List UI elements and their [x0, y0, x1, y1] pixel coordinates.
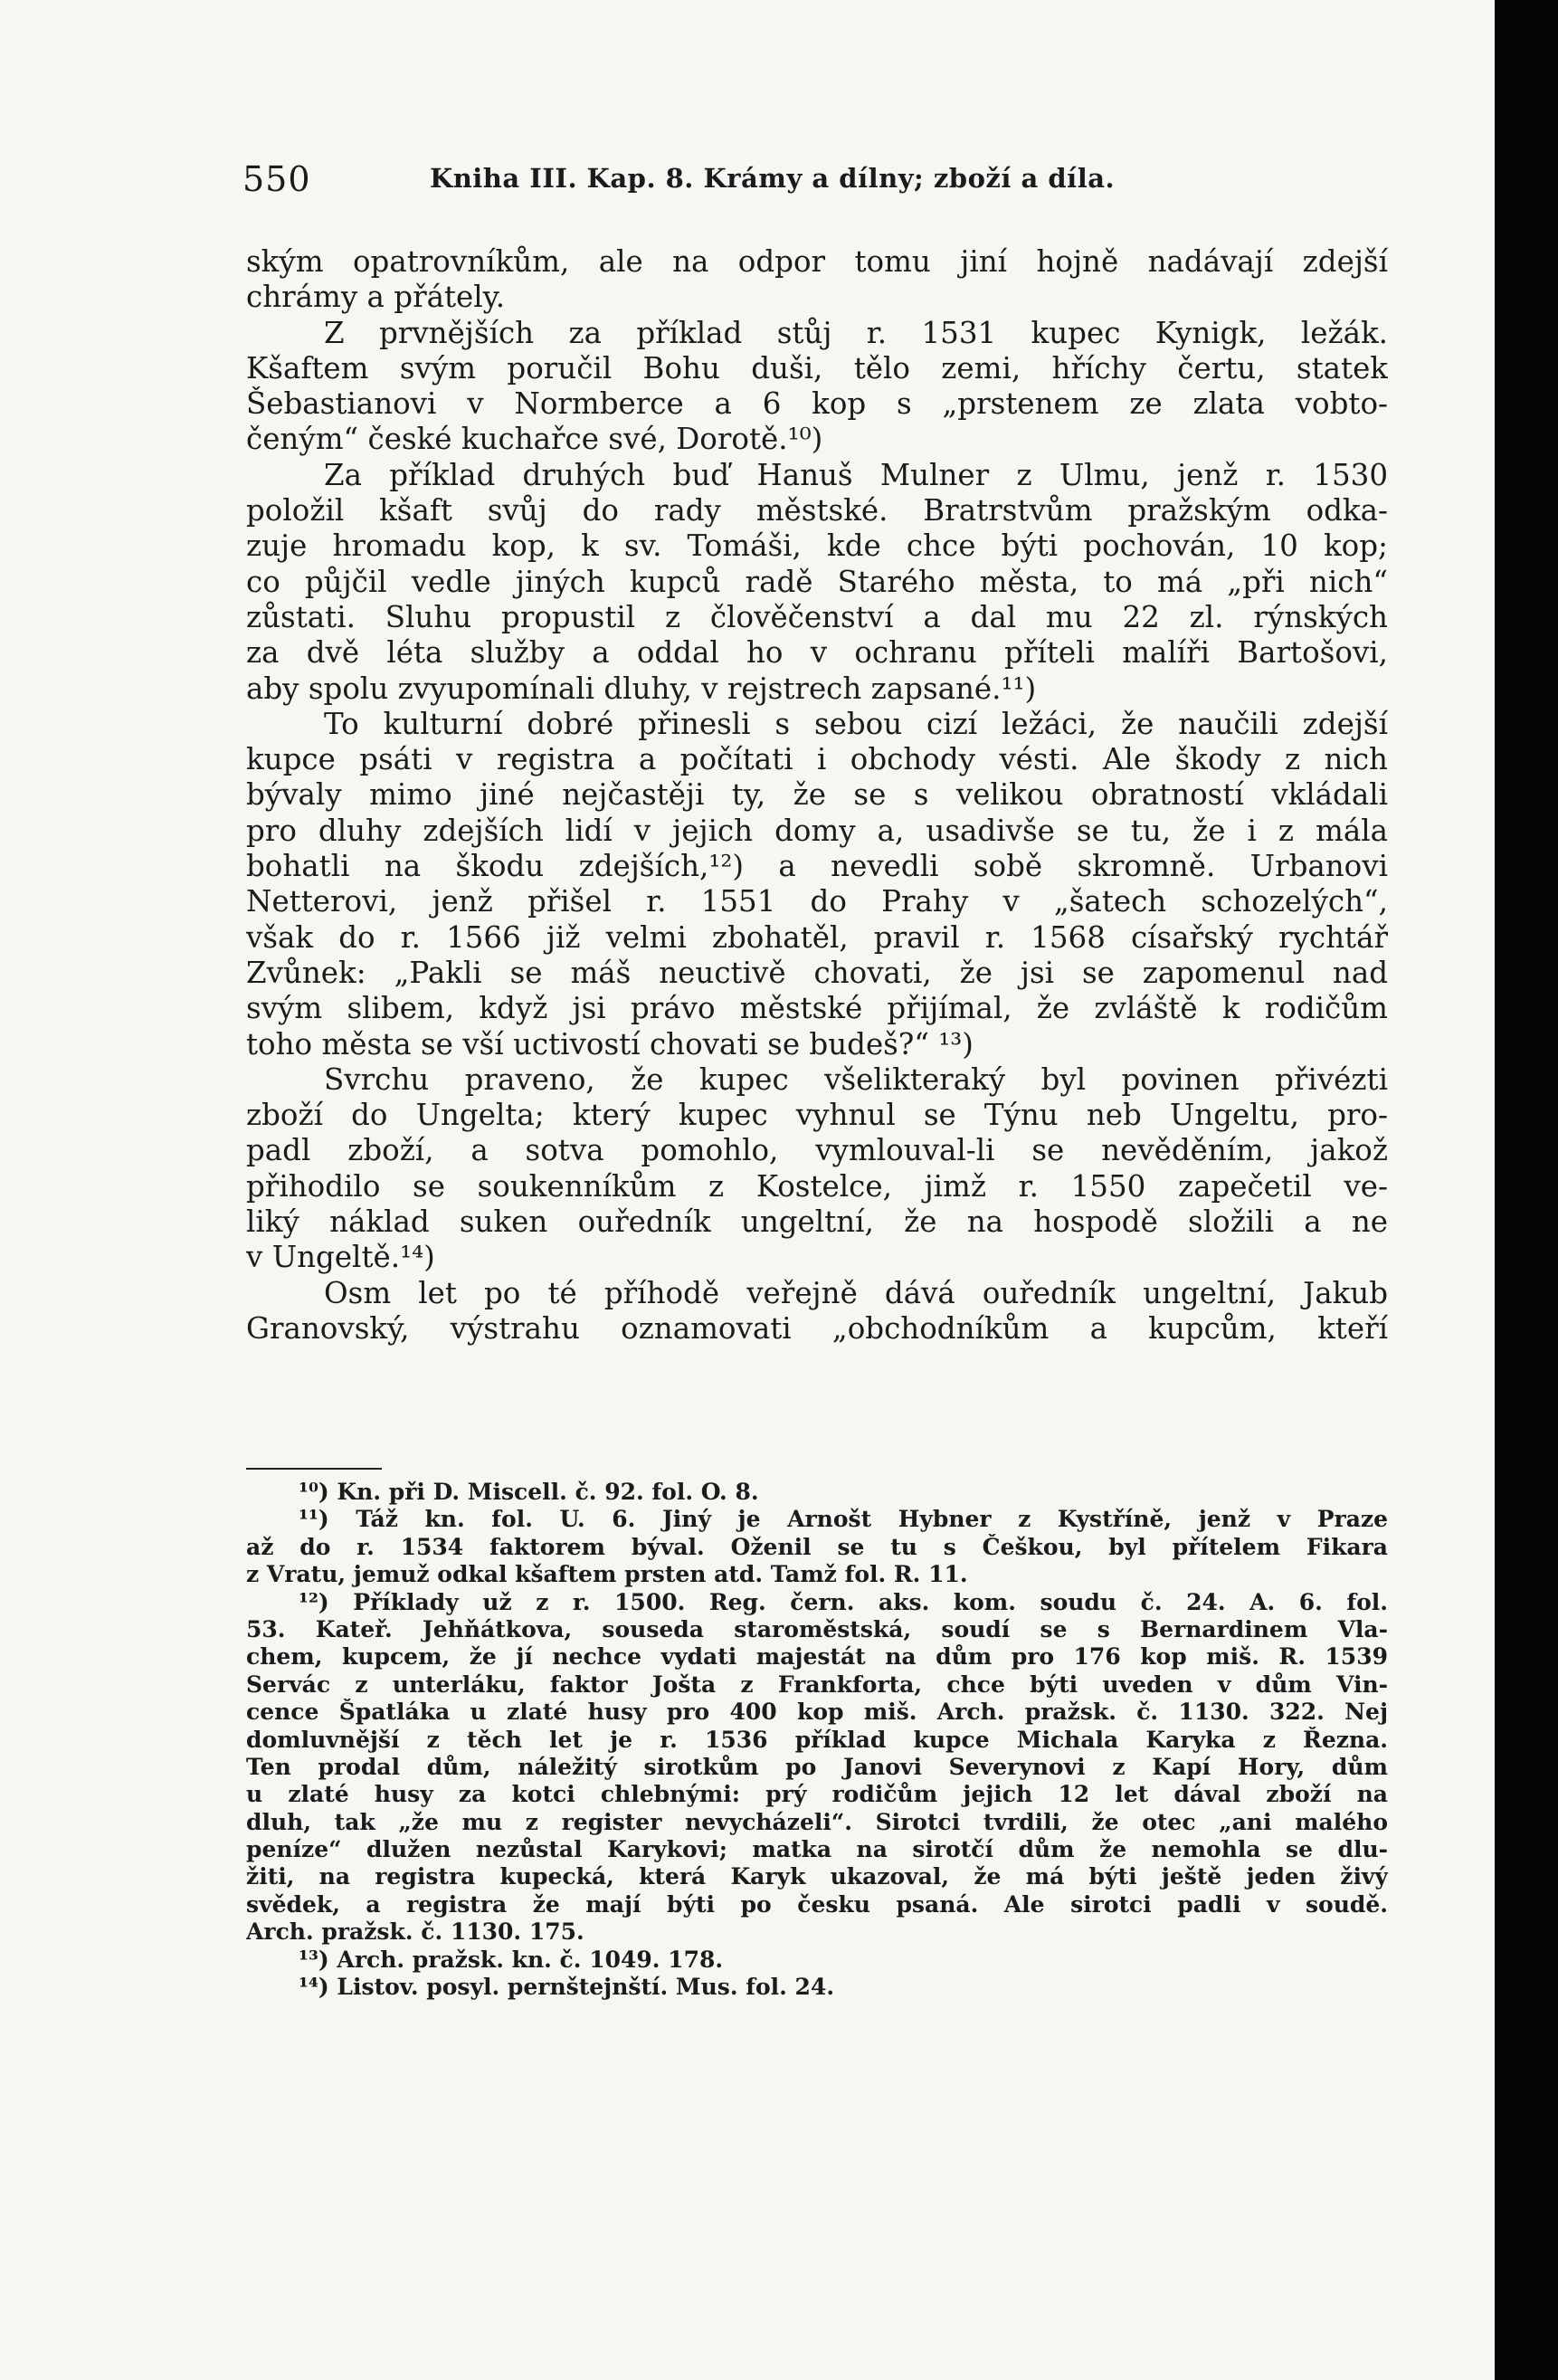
- body-line: toho města se vší uctivostí chovati se budeš?“ ¹³): [246, 1026, 974, 1061]
- footnote-line: žiti, na registra kupecká, která Karyk ukazoval, že má býti ještě jeden živý: [246, 1863, 1388, 1890]
- page-number: 550: [242, 159, 311, 199]
- page-header: [242, 159, 1384, 206]
- footnotes: [246, 1479, 1388, 2001]
- body-line: přihodilo se soukenníkům z Kostelce, jimž r. 1550 zapečetil ve-: [246, 1168, 1388, 1204]
- body-line: bohatli na škodu zdejších,¹²) a nevedli sobě skromně. Urbanovi: [246, 849, 1388, 884]
- body-line: liký náklad suken ouředník ungeltní, že na hospodě složili a ne: [246, 1204, 1388, 1240]
- body-line: Osm let po té příhodě veřejně dává ouředník ungeltní, Jakub: [324, 1275, 1388, 1310]
- body-line: padl zboží, a sotva pomohlo, vymlouval-li se nevěděním, jakož: [246, 1133, 1388, 1168]
- footnote-line: z Vratu, jemuž odkal kšaftem prsten atd. Tamž fol. R. 11.: [246, 1561, 968, 1588]
- body-line: Šebastianovi v Normberce a 6 kop s „prstenem ze zlata vobto-: [246, 386, 1388, 422]
- footnote-line: až do r. 1534 faktorem býval. Oženil se tu s Češkou, byl přítelem Fikara: [246, 1533, 1388, 1560]
- body-line: aby spolu zvyupomínali dluhy, v rejstrech zapsané.¹¹): [246, 671, 1037, 706]
- footnote-line: dluh, tak „že mu z register nevycházeli“. Sirotci tvrdili, že otec „ani malého: [246, 1808, 1388, 1835]
- body-line: kupce psáti v registra a počítati i obchody vésti. Ale škody z nich: [246, 742, 1388, 777]
- scan-border: [1495, 0, 1558, 2380]
- body-line: položil kšaft svůj do rady městské. Bratrstvům pražským odka-: [246, 493, 1388, 528]
- footnote-line: cence Špatláka u zlaté husy pro 400 kop miš. Arch. pražsk. č. 1130. 322. Nej: [246, 1699, 1388, 1726]
- body-line: však do r. 1566 již velmi zbohatěl, pravil r. 1568 císařský rychtář: [246, 919, 1388, 955]
- footnote-line: ¹¹) Táž kn. fol. U. 6. Jiný je Arnošt Hybner z Kystříně, jenž v Praze: [299, 1506, 1388, 1533]
- footnote-line: Servác z unterláku, faktor Jošta z Frankforta, chce býti uveden v dům Vin-: [246, 1671, 1388, 1698]
- body-line: To kulturní dobré přinesli s sebou cizí ležáci, že naučili zdejší: [324, 706, 1388, 741]
- running-head: Kniha III. Kap. 8. Krámy a dílny; zboží a díla.: [430, 163, 1116, 194]
- footnote-line: ¹⁴) Listov. posyl. pernštejnští. Mus. fol. 24.: [299, 1974, 835, 2001]
- body-line: Zvůnek: „Pakli se máš neuctivě chovati, že jsi se zapomenul nad: [246, 955, 1388, 990]
- body-line: Netterovi, jenž přišel r. 1551 do Prahy v „šatech schozelých“,: [246, 884, 1388, 919]
- footnote-separator: [246, 1468, 382, 1470]
- body-line: bývaly mimo jiné nejčastěji ty, že se s velikou obratností vkládali: [246, 777, 1388, 813]
- footnote-line: 53. Kateř. Jehňátkova, souseda staroměstská, soudí se s Bernardinem Vla-: [246, 1615, 1388, 1642]
- footnote-line: peníze“ dlužen nezůstal Karykovi; matka na sirotčí dům že nemohla se dlu-: [246, 1836, 1388, 1863]
- footnote-line: chem, kupcem, že jí nechce vydati majestát na dům pro 176 kop miš. R. 1539: [246, 1643, 1388, 1671]
- body-line: zuje hromadu kop, k sv. Tomáši, kde chce býti pochován, 10 kop;: [246, 528, 1388, 564]
- body-line: svým slibem, když jsi právo městské přijímal, že zvláště k rodičům: [246, 991, 1388, 1026]
- body-text: [246, 244, 1388, 1347]
- body-line: Kšaftem svým poručil Bohu duši, tělo zemi, hříchy čertu, statek: [246, 350, 1388, 386]
- footnote-line: ¹²) Příklady už z r. 1500. Reg. čern. aks. kom. soudu č. 24. A. 6. fol.: [299, 1588, 1388, 1615]
- body-line: čeným“ české kuchařce své, Dorotě.¹⁰): [246, 422, 823, 457]
- body-line: ským opatrovníkům, ale na odpor tomu jiní hojně nadávají zdejší: [246, 244, 1388, 279]
- body-line: Svrchu praveno, že kupec všelikteraký byl povinen přivézti: [324, 1061, 1388, 1097]
- body-line: Za příklad druhých buď Hanuš Mulner z Ulmu, jenž r. 1530: [324, 457, 1388, 492]
- body-line: v Ungeltě.¹⁴): [246, 1240, 435, 1275]
- body-line: Z prvnějších za příklad stůj r. 1531 kupec Kynigk, ležák.: [324, 315, 1388, 350]
- body-line: pro dluhy zdejších lidí v jejich domy a, usadivše se tu, že i z mála: [246, 813, 1388, 848]
- body-line: Granovský, výstrahu oznamovati „obchodníkům a kupcům, kteří: [246, 1310, 1388, 1346]
- body-line: chrámy a přátely.: [246, 280, 506, 315]
- footnote-line: svědek, a registra že mají býti po česku psaná. Ale sirotci padli v soudě.: [246, 1890, 1388, 1918]
- footnote-line: Arch. pražsk. č. 1130. 175.: [246, 1918, 584, 1946]
- footnote-line: domluvnější z těch let je r. 1536 příklad kupce Michala Karyka z Řezna.: [246, 1726, 1388, 1753]
- body-line: co půjčil vedle jiných kupců radě Starého města, to má „při nich“: [246, 564, 1388, 599]
- body-line: zůstati. Sluhu propustil z člověčenství a dal mu 22 zl. rýnských: [246, 599, 1388, 634]
- footnote-line: u zlaté husy za kotci chlebnými: prý rodičům jejich 12 let dával zboží na: [246, 1781, 1388, 1808]
- footnote-line: ¹⁰) Kn. při D. Miscell. č. 92. fol. O. 8.: [299, 1479, 759, 1505]
- body-line: za dvě léta služby a oddal ho v ochranu příteli malíři Bartošovi,: [246, 635, 1388, 671]
- body-line: zboží do Ungelta; který kupec vyhnul se Týnu neb Ungeltu, pro-: [246, 1098, 1388, 1133]
- footnote-line: Ten prodal dům, náležitý sirotkům po Janovi Severynovi z Kapí Hory, dům: [246, 1753, 1388, 1780]
- footnote-line: ¹³) Arch. pražsk. kn. č. 1049. 178.: [299, 1946, 724, 1973]
